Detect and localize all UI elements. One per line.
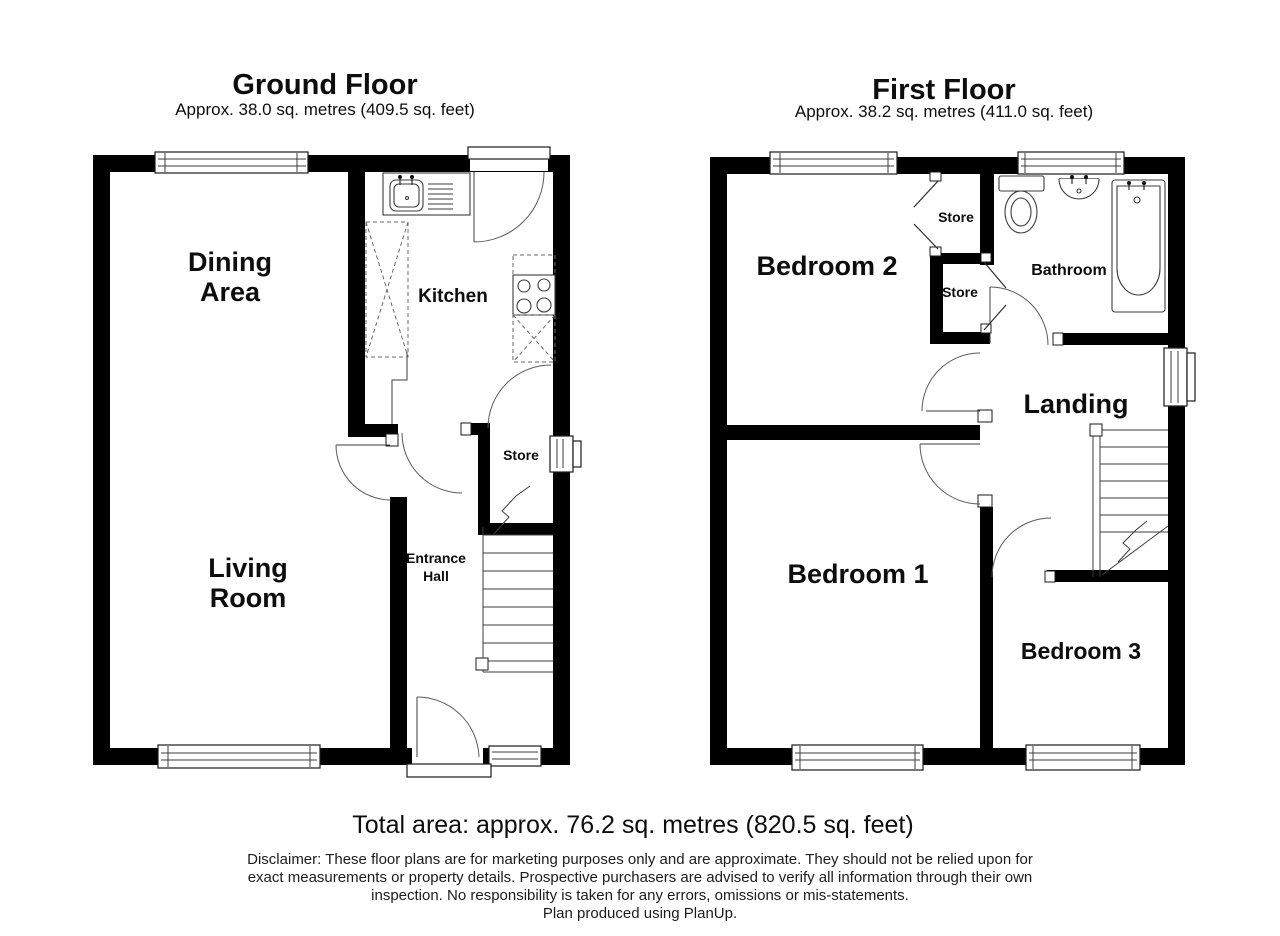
bathtub-icon — [1112, 180, 1165, 312]
total-area-text: Total area: approx. 76.2 sq. metres (820.5 sq. feet) — [352, 811, 914, 839]
room-label-dining-line2: Area — [199, 277, 261, 307]
sink-icon — [383, 173, 470, 215]
bedroom3-window — [1026, 745, 1140, 770]
room-label-store-upper: Store — [938, 209, 974, 225]
footer — [247, 811, 1033, 922]
kitchen-unit-icon — [513, 315, 555, 362]
room-label-entrance-line1: Entrance — [406, 550, 466, 566]
store-side-window — [550, 436, 581, 472]
room-label-bedroom1: Bedroom 1 — [787, 559, 929, 589]
room-label-kitchen: Kitchen — [418, 286, 488, 307]
room-label-bedroom2: Bedroom 2 — [756, 251, 898, 281]
toilet-icon — [999, 176, 1044, 233]
disclaimer-line2: exact measurements or property details. Prospective purchasers are advised to verify all information through their own — [247, 869, 1033, 886]
landing-window — [1164, 348, 1195, 406]
first-floor-plan — [710, 152, 1195, 770]
room-label-entrance-line2: Hall — [423, 568, 449, 584]
ground-floor-plan — [93, 147, 581, 777]
hall-small-window — [489, 746, 541, 766]
bathroom-door — [990, 287, 1048, 345]
plan-credit-text: Plan produced using PlanUp. — [542, 905, 738, 922]
ground-floor-walls — [93, 155, 570, 765]
bedroom2-window — [770, 152, 897, 174]
back-door — [468, 147, 550, 242]
ground-floor-title: Ground Floor — [232, 69, 418, 101]
bathroom-window — [1018, 152, 1124, 174]
room-label-dining-line1: Dining — [188, 247, 272, 277]
bedroom3-door — [992, 518, 1051, 577]
disclaimer-line1: Disclaimer: These floor plans are for marketing purposes only and are approximate. They should not be relied upon for — [247, 851, 1033, 868]
room-label-store-ground: Store — [503, 447, 539, 463]
room-label-bedroom3: Bedroom 3 — [1020, 638, 1142, 664]
living-room-window — [158, 745, 320, 768]
bedroom1-window — [792, 745, 923, 770]
disclaimer-line3: inspection. No responsibility is taken for any errors, omissions or mis-statements. — [371, 887, 909, 904]
store-upper-bifold-door — [914, 172, 941, 256]
basin-icon — [1059, 175, 1099, 199]
kitchen-door — [392, 352, 471, 493]
dining-window — [155, 152, 308, 173]
hob-icon — [513, 255, 555, 315]
room-label-bathroom: Bathroom — [1031, 262, 1107, 279]
front-door — [407, 697, 491, 777]
room-label-living-line1: Living — [208, 553, 288, 583]
room-label-store-lower: Store — [942, 284, 978, 300]
bedroom1-door — [920, 444, 980, 504]
first-floor-subtitle: Approx. 38.2 sq. metres (411.0 sq. feet) — [794, 102, 1094, 121]
ground-floor-subtitle: Approx. 38.0 sq. metres (409.5 sq. feet) — [175, 100, 475, 119]
room-label-landing: Landing — [1023, 389, 1129, 419]
kitchen-counter-icon — [366, 222, 408, 357]
store-door — [488, 365, 551, 428]
first-floor-stairs — [1090, 424, 1168, 577]
headers — [175, 69, 1093, 121]
bedroom2-door — [922, 353, 980, 411]
first-floor-title: First Floor — [872, 74, 1016, 106]
room-label-living-line2: Room — [209, 583, 287, 613]
living-room-door — [336, 434, 398, 500]
